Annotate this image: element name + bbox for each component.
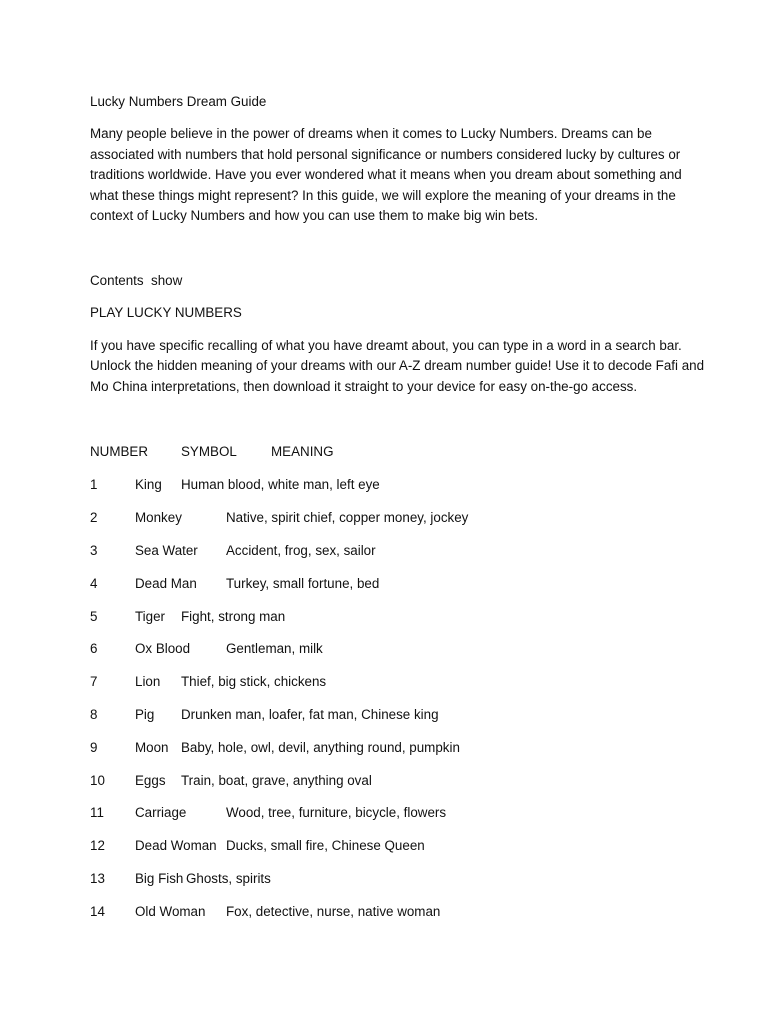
row-number: 9 (90, 740, 98, 755)
row-symbol: Monkey (135, 510, 182, 525)
row-number: 2 (90, 510, 98, 525)
row-meaning: Turkey, small fortune, bed (226, 576, 380, 591)
header-number: NUMBER (90, 444, 149, 459)
intro-line: associated with numbers that hold personal significance or numbers considered lucky by cultures or (90, 147, 681, 162)
row-meaning: Human blood, white man, left eye (181, 477, 380, 492)
row-symbol: Lion (135, 674, 161, 689)
row-number: 13 (90, 871, 105, 886)
row-number: 5 (90, 609, 98, 624)
row-number: 3 (90, 543, 98, 558)
header-symbol: SYMBOL (181, 444, 237, 459)
row-number: 12 (90, 838, 105, 853)
row-meaning: Ducks, small fire, Chinese Queen (226, 838, 425, 853)
section-heading: PLAY LUCKY NUMBERS (90, 305, 242, 320)
row-meaning: Fight, strong man (181, 609, 286, 624)
row-symbol: King (135, 477, 162, 492)
row-number: 7 (90, 674, 98, 689)
header-meaning: MEANING (271, 444, 334, 459)
row-number: 6 (90, 641, 98, 656)
document-title: Lucky Numbers Dream Guide (90, 94, 267, 109)
row-number: 4 (90, 576, 98, 591)
row-symbol: Sea Water (135, 543, 198, 558)
row-meaning: Wood, tree, furniture, bicycle, flowers (226, 805, 447, 820)
row-meaning: Drunken man, loafer, fat man, Chinese king (181, 707, 439, 722)
section-line: If you have specific recalling of what you have dreamt about, you can type in a word in a search bar. (90, 338, 682, 353)
intro-line: Many people believe in the power of dreams when it comes to Lucky Numbers. Dreams can be (90, 126, 652, 141)
intro-line: traditions worldwide. Have you ever wondered what it means when you dream about something and (90, 167, 682, 182)
row-meaning: Native, spirit chief, copper money, jockey (226, 510, 469, 525)
row-symbol: Carriage (135, 805, 187, 820)
row-symbol: Dead Man (135, 576, 197, 591)
row-meaning: Accident, frog, sex, sailor (226, 543, 376, 558)
row-meaning: Baby, hole, owl, devil, anything round, pumpkin (181, 740, 460, 755)
row-symbol: Pig (135, 707, 155, 722)
row-number: 14 (90, 904, 105, 919)
row-number: 8 (90, 707, 98, 722)
row-symbol: Big Fish (135, 871, 184, 886)
row-symbol: Old Woman (135, 904, 206, 919)
row-symbol: Moon (135, 740, 169, 755)
section-line: Unlock the hidden meaning of your dreams with our A-Z dream number guide! Use it to decode Fafi and (90, 358, 705, 373)
row-symbol: Dead Woman (135, 838, 217, 853)
row-symbol: Ox Blood (135, 641, 191, 656)
intro-line: what these things might represent? In this guide, we will explore the meaning of your dreams in the (90, 188, 676, 203)
row-number: 1 (90, 477, 98, 492)
row-meaning: Fox, detective, nurse, native woman (226, 904, 441, 919)
row-meaning: Thief, big stick, chickens (181, 674, 327, 689)
section-line: Mo China interpretations, then download it straight to your device for easy on-the-go access. (90, 379, 638, 394)
row-meaning: Train, boat, grave, anything oval (181, 773, 372, 788)
row-number: 11 (90, 805, 104, 820)
intro-line: context of Lucky Numbers and how you can use them to make big win bets. (90, 208, 539, 223)
row-number: 10 (90, 773, 105, 788)
row-meaning: Ghosts, spirits (186, 871, 271, 886)
row-meaning: Gentleman, milk (226, 641, 323, 656)
contents-toggle[interactable]: Contents show (90, 273, 183, 288)
row-symbol: Tiger (135, 609, 166, 624)
row-symbol: Eggs (135, 773, 166, 788)
